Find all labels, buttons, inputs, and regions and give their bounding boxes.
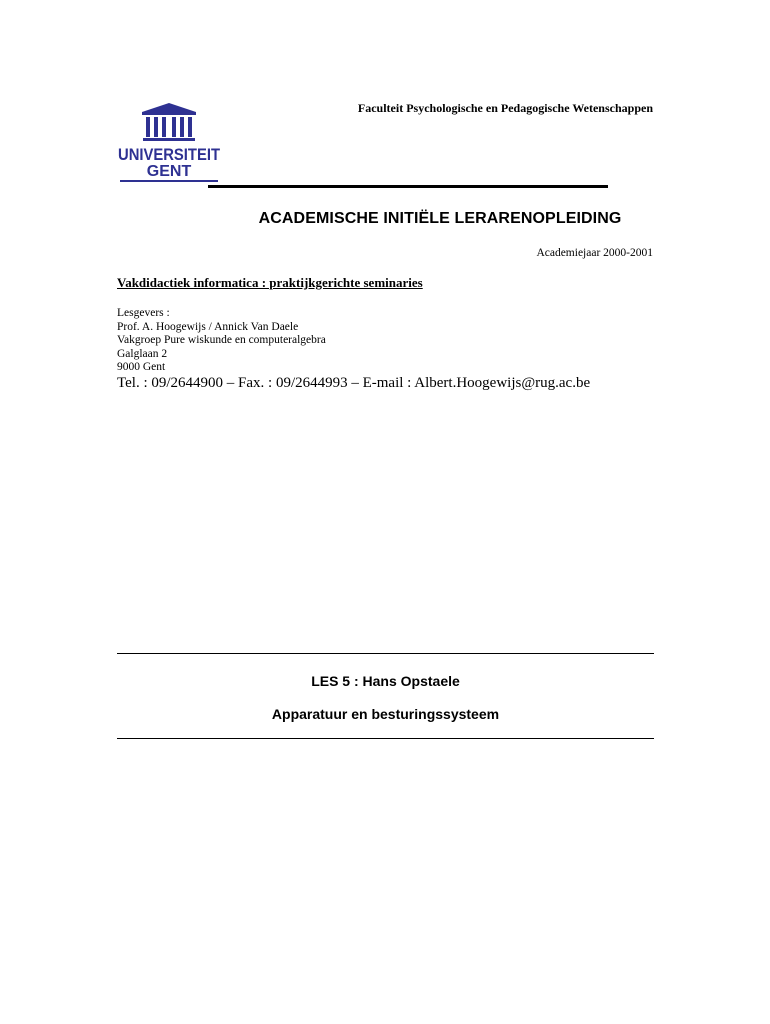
logo-line-1: UNIVERSITEIT xyxy=(118,145,221,164)
university-logo xyxy=(116,102,222,184)
contact-line: Vakgroep Pure wiskunde en computeralgebra xyxy=(117,334,326,347)
academic-year: Academiejaar 2000-2001 xyxy=(536,247,653,259)
course-title: Vakdidactiek informatica : praktijkgerichte seminaries xyxy=(117,275,423,290)
contact-line: Prof. A. Hoogewijs / Annick Van Daele xyxy=(117,320,299,333)
lesson-divider-top xyxy=(117,653,654,654)
contact-line: 9000 Gent xyxy=(117,361,166,374)
lesson-subject: Apparatuur en besturingssysteem xyxy=(271,706,500,722)
contact-line: Galglaan 2 xyxy=(117,347,168,360)
lesson-heading: LES 5 : Hans Opstaele xyxy=(311,673,460,689)
contact-block xyxy=(117,307,326,375)
logo-line-2: GENT xyxy=(146,163,192,180)
faculty-name: Faculteit Psychologische en Pedagogische Wetenschappen xyxy=(357,101,653,115)
page-title: ACADEMISCHE INITIËLE LERARENOPLEIDING xyxy=(258,210,622,227)
contact-line: Lesgevers : xyxy=(117,307,170,319)
university-building-icon xyxy=(116,102,222,184)
lesson-divider-bottom xyxy=(117,738,654,739)
phone-fax-email: Tel. : 09/2644900 – Fax. : 09/2644993 – E-mail : Albert.Hoogewijs@rug.ac.be xyxy=(117,375,591,391)
header-divider xyxy=(208,185,608,188)
